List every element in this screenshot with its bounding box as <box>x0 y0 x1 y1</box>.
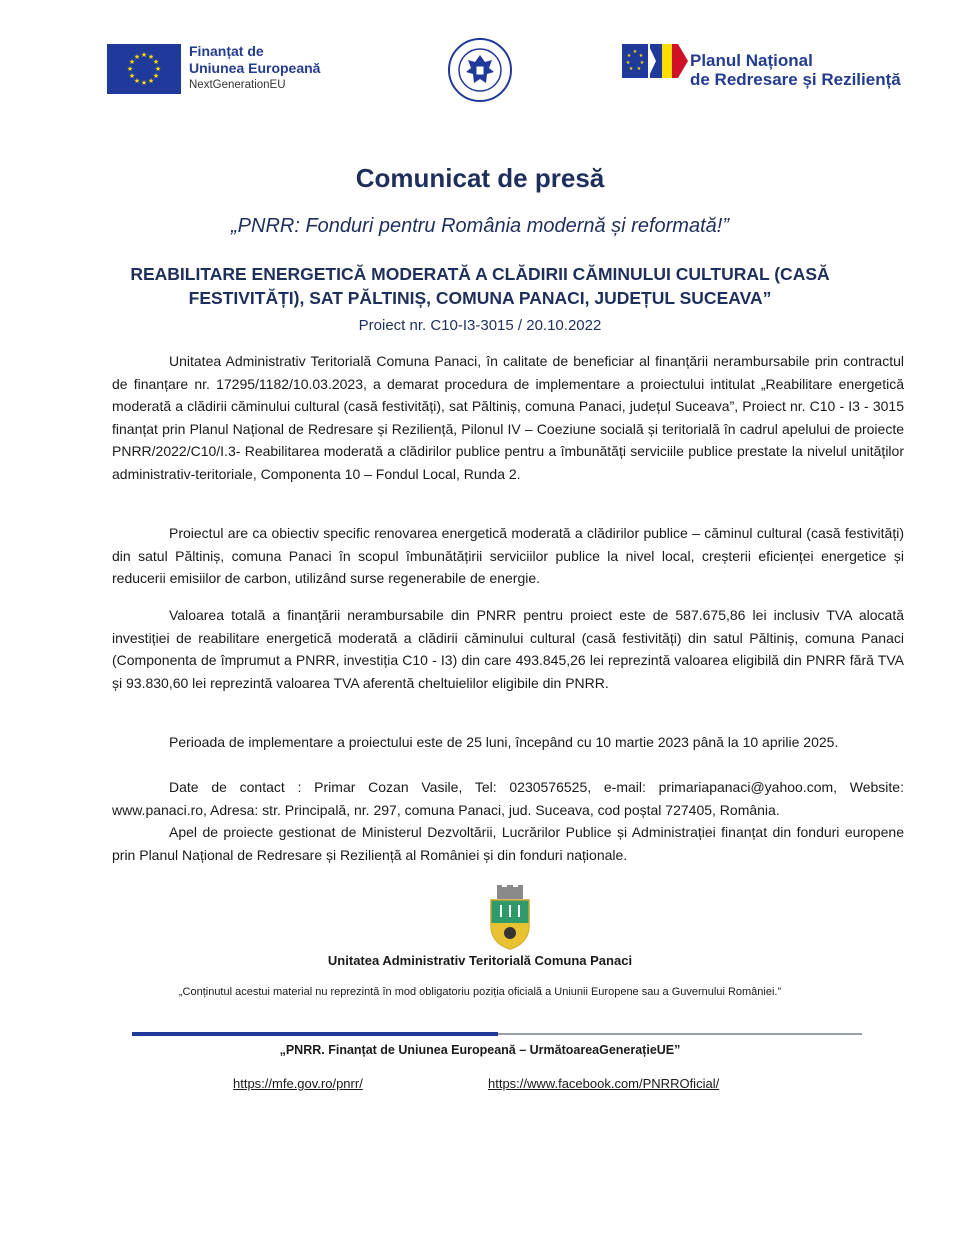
paragraph-intro <box>112 350 904 485</box>
svg-text:★: ★ <box>639 60 645 66</box>
svg-text:★: ★ <box>638 53 644 59</box>
mfe-link[interactable]: https://mfe.gov.ro/pnrr/ <box>233 1076 363 1091</box>
svg-text:★: ★ <box>626 53 632 59</box>
facebook-link[interactable]: https://www.facebook.com/PNRROficial/ <box>488 1076 720 1091</box>
eu-flag-icon <box>107 44 181 94</box>
footer-divider <box>132 1031 862 1036</box>
panaci-coat-of-arms-icon <box>488 885 532 951</box>
svg-text:★: ★ <box>147 52 155 61</box>
svg-text:★: ★ <box>133 52 141 61</box>
uat-label: Unitatea Administrativ Teritorială Comuna Panaci <box>327 953 633 968</box>
svg-text:★: ★ <box>128 71 136 80</box>
paragraph-text: Apel de proiecte gestionat de Ministerul Dezvoltării, Lucrărilor Publice și Administrației finanțat din fonduri europene prin Planul Național de Redresare și Reziliență al României și din fonduri naționale. <box>112 824 904 863</box>
pnrr-line-1: Planul Național <box>690 51 813 70</box>
pnrr-line-2: de Redresare și Reziliență <box>690 70 901 89</box>
svg-text:★: ★ <box>154 64 162 73</box>
svg-text:★: ★ <box>152 71 160 80</box>
eu-line-1: Finanțat de <box>189 43 264 59</box>
project-title: REABILITARE ENERGETICĂ MODERATĂ A CLĂDIRII CĂMINULUI CULTURAL (CASĂ FESTIVITĂȚI), SAT PĂLTINIȘ, COMUNA PANACI, JUDEȚUL SUCEAVA” <box>130 264 830 308</box>
disclaimer: „Conținutul acestui material nu reprezintă în mod obligatoriu poziția oficială a Uniunii Europene sau a Guvernului României.” <box>178 986 782 998</box>
pnrr-flag-arrow-icon <box>622 42 688 80</box>
eu-funding-logo <box>107 43 320 94</box>
paragraph-text: Unitatea Administrativ Teritorială Comuna Panaci, în calitate de beneficiar al finanțării nerambursabile prin contractul de finanțare nr. 17295/1182/10.03.2023, a demarat procedura de implementare a proiectului intitulat „Reabilitare energetică moderată a clădirii căminului cultural (casă festivități), sat Păltiniș, comuna Panaci, județul Suceava”, Proiect nr. C10 - I3 - 3015 finanțat prin Planul Național de Redresare și Reziliență, Pilonul IV – Coeziune socială și teritorială în cadrul apelului de proiecte PNRR/2022/C10/I.3- Reabilitarea moderată a clădirilor publice pentru a îmbunătăți serviciile publice prestate la nivelul unităților administrativ-teritoriale, Componenta 10 – Fondul Local, Runda 2. <box>112 353 904 482</box>
romanian-government-seal-icon <box>448 38 512 102</box>
svg-text:★: ★ <box>128 57 136 66</box>
svg-text:★: ★ <box>126 64 134 73</box>
paragraph-text: Valoarea totală a finanțării nerambursabile din PNRR pentru proiect este de 587.675,86 lei inclusiv TVA alocată investiției de reabilitare energetică moderată a clădirii căminului cultural (casă festivități) din satul Păltiniș, comuna Panaci (Componenta de împrumut a PNRR, investiția C10 - I3) din care 493.845,26 lei reprezintă valoarea eligibilă din PNRR fără TVA și 93.830,60 lei reprezintă valoarea TVA aferentă cheltuielilor eligibile din PNRR. <box>112 607 904 691</box>
header <box>0 38 960 108</box>
svg-text:★: ★ <box>147 76 155 85</box>
slogan: „PNRR: Fonduri pentru România modernă și reformată!” <box>231 215 729 237</box>
svg-text:★: ★ <box>140 78 148 87</box>
footer-slogan: „PNRR. Finanțat de Uniunea Europeană – UrmătoareaGenerațieUE” <box>279 1043 681 1057</box>
paragraph-text: Proiectul are ca obiectiv specific renovarea energetică moderată a clădirilor publice – căminul cultural (casă festivități) din satul Păltiniș, comuna Panaci în scopul îmbunătățirii serviciilor publice la nivel local, creșterii eficienței energetice și reducerii emisiilor de carbon, utilizând surse regenerabile de energie. <box>112 525 904 586</box>
svg-text:★: ★ <box>140 50 148 59</box>
paragraph-period <box>112 731 904 754</box>
paragraph-text: Perioada de implementare a proiectului este de 25 luni, începând cu 10 martie 2023 până la 10 aprilie 2025. <box>169 734 839 750</box>
paragraph-call <box>112 821 904 866</box>
eu-line-2: Uniunea Europeană <box>189 60 321 76</box>
svg-text:★: ★ <box>152 57 160 66</box>
paragraph-text: Date de contact : Primar Cozan Vasile, Tel: 0230576525, e-mail: primariapanaci@yahoo.com, Website: www.panaci.ro, Adresa: str. Principală, nr. 297, comuna Panaci, jud. Suceava, cod poștal 727405, România. <box>112 779 904 818</box>
paragraph-contact <box>112 776 904 821</box>
eu-funding-text <box>189 43 320 94</box>
paragraph-objective <box>112 522 904 590</box>
project-number: Proiect nr. C10-I3-3015 / 20.10.2022 <box>358 317 602 334</box>
svg-text:★: ★ <box>133 76 141 85</box>
document-title: Comunicat de presă <box>355 163 605 193</box>
svg-text:★: ★ <box>632 49 638 55</box>
svg-text:★: ★ <box>628 66 634 72</box>
paragraph-value <box>112 604 904 694</box>
pnrr-text <box>690 51 901 89</box>
svg-text:★: ★ <box>636 66 642 72</box>
pnrr-logo <box>622 42 901 89</box>
eu-line-3: NextGenerationEU <box>189 79 286 91</box>
svg-text:★: ★ <box>625 60 631 66</box>
